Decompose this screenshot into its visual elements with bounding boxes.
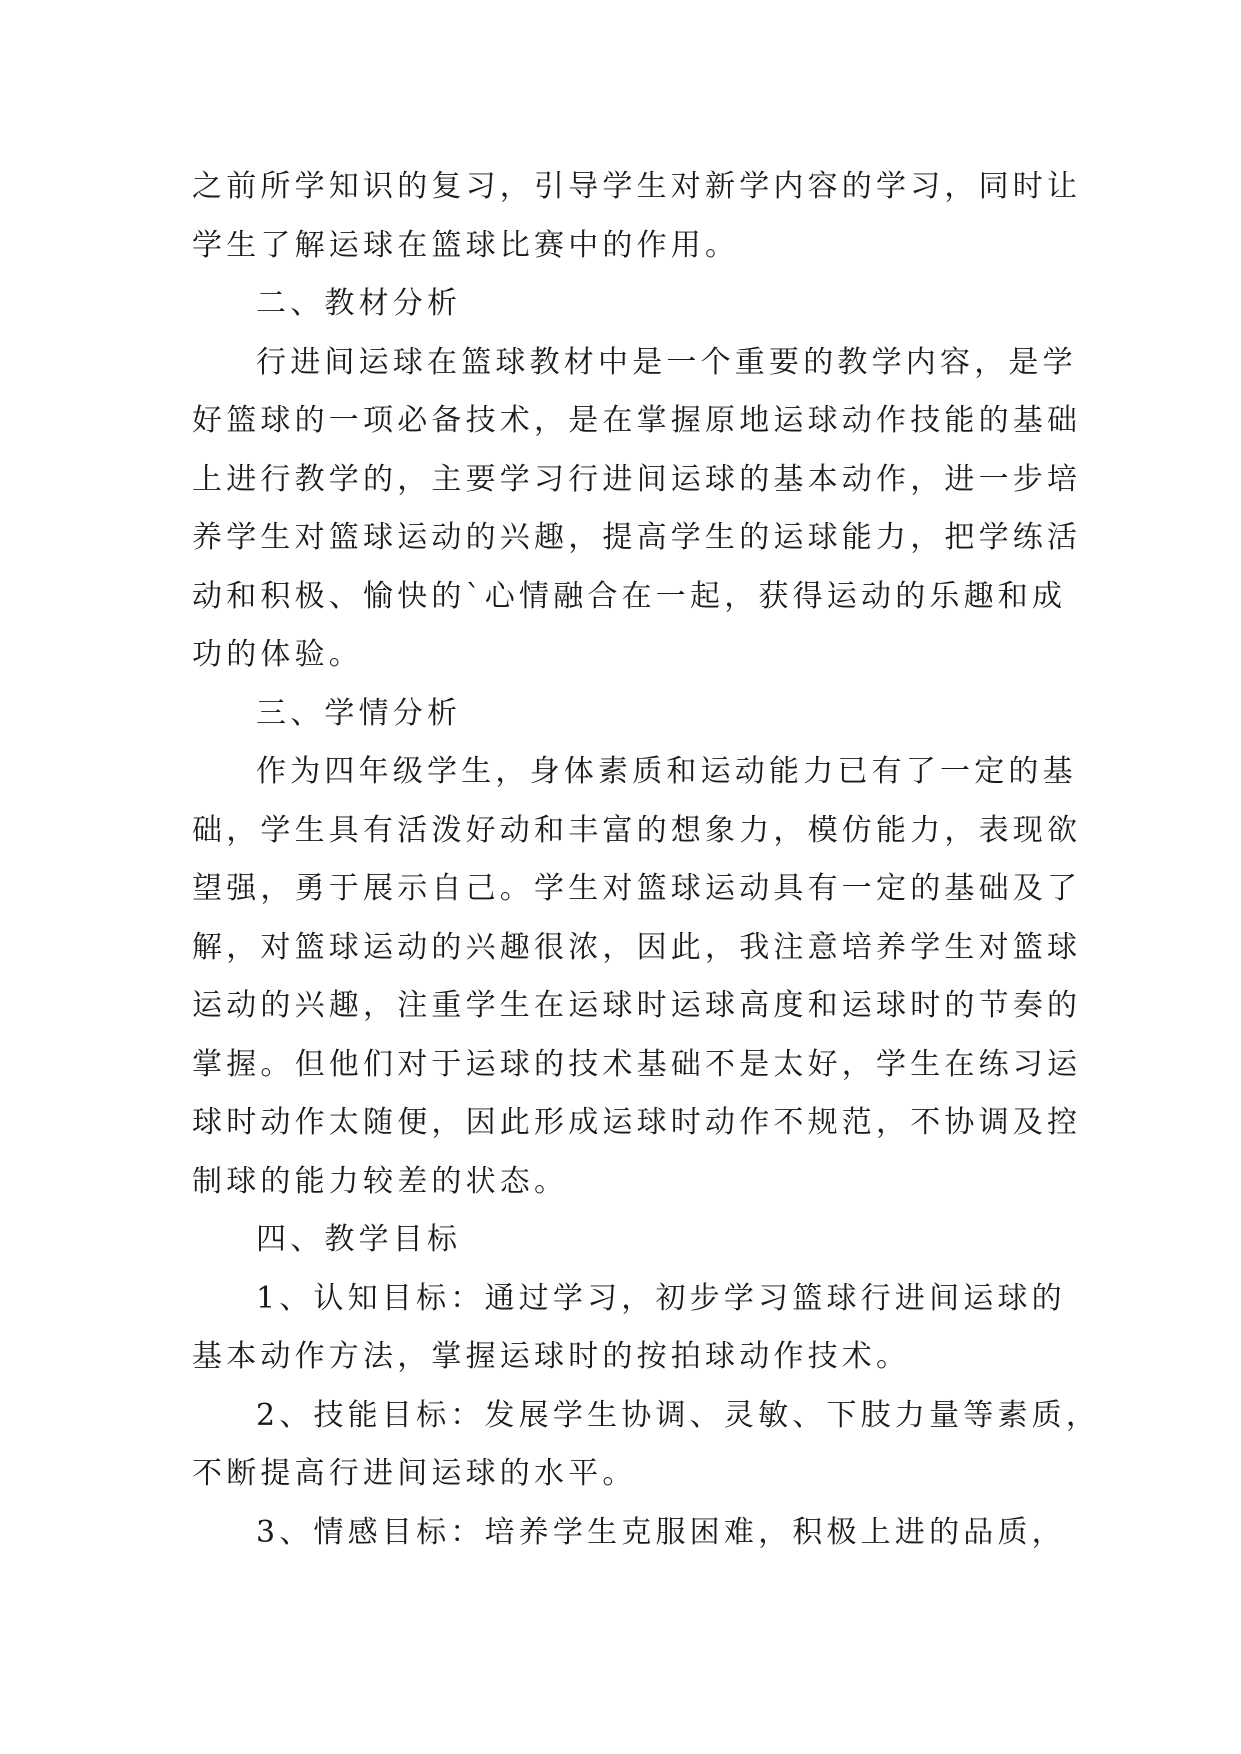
list-item-line: 2、技能目标：发展学生协调、灵敏、下肢力量等素质， [256, 1397, 1101, 1433]
paragraph-line: 行进间运球在篮球教材中是一个重要的教学内容，是学 [256, 344, 1077, 380]
paragraph-line: 作为四年级学生，身体素质和运动能力已有了一定的基 [256, 754, 1077, 789]
paragraph-line: 动和积极、愉快的`心情融合在一起，获得运动的乐趣和成 [192, 578, 1067, 614]
paragraph-line: 础，学生具有活泼好动和丰富的想象力，模仿能力，表现欲 [192, 812, 1082, 848]
paragraph-line: 养学生对篮球运动的兴趣，提高学生的运球能力，把学练活 [192, 520, 1082, 555]
section-heading: 三、学情分析 [256, 695, 462, 731]
paragraph-line: 之前所学知识的复习，引导学生对新学内容的学习，同时让 [192, 169, 1082, 204]
paragraph-line: 球时动作太随便，因此形成运球时动作不规范，不协调及控 [192, 1105, 1082, 1140]
section-heading: 四、教学目标 [256, 1222, 462, 1257]
section-heading: 二、教材分析 [256, 286, 462, 321]
paragraph-line: 望强，勇于展示自己。学生对篮球运动具有一定的基础及了 [192, 871, 1082, 906]
list-item-line: 3、情感目标：培养学生克服困难，积极上进的品质， [256, 1514, 1066, 1550]
paragraph-line: 功的体验。 [192, 637, 363, 672]
list-item-line: 不断提高行进间运球的水平。 [192, 1456, 637, 1491]
paragraph-line: 上进行教学的，主要学习行进间运球的基本动作，进一步培 [192, 461, 1082, 497]
paragraph-line: 掌握。但他们对于运球的技术基础不是太好，学生在练习运 [192, 1046, 1082, 1082]
paragraph-line: 学生了解运球在篮球比赛中的作用。 [192, 227, 740, 263]
paragraph-line: 运动的兴趣，注重学生在运球时运球高度和运球时的节奏的 [192, 988, 1082, 1023]
paragraph-line: 解，对篮球运动的兴趣很浓，因此，我注意培养学生对篮球 [192, 929, 1082, 965]
paragraph-line: 好篮球的一项必备技术，是在掌握原地运球动作技能的基础 [192, 403, 1082, 438]
list-item-line: 1、认知目标：通过学习，初步学习篮球行进间运球的 [256, 1280, 1066, 1316]
paragraph-line: 制球的能力较差的状态。 [192, 1163, 569, 1199]
list-item-line: 基本动作方法，掌握运球时的按拍球动作技术。 [192, 1339, 911, 1374]
document-page [192, 158, 1101, 1562]
